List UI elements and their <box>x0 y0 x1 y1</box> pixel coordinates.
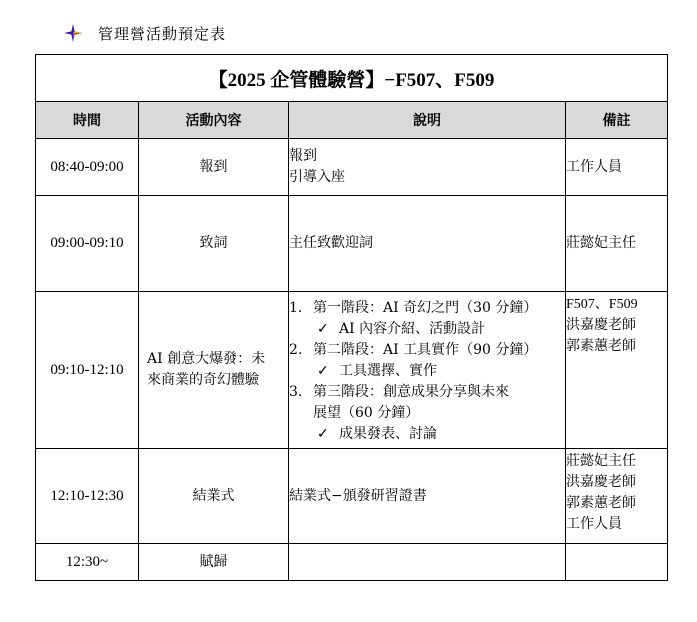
note-line: 洪嘉慶老師 <box>566 474 636 490</box>
stage-check-text: 成果發表、討論 <box>339 426 437 442</box>
note-cell <box>566 139 668 196</box>
note-cell <box>566 544 668 581</box>
stage-text-continued: 展望（60 分鐘） <box>313 405 420 421</box>
description-line: 結業式−頒發研習證書 <box>289 487 427 504</box>
table-row <box>36 449 668 544</box>
description-cell <box>289 196 566 292</box>
checkmark-icon: ✓ <box>317 363 329 379</box>
activity-line: AI 創意大爆發：未 <box>147 351 266 367</box>
description-line: 主任致歡迎詞 <box>289 235 373 251</box>
time-cell: 09:10-12:10 <box>36 292 139 449</box>
column-header-note: 備註 <box>566 102 668 139</box>
four-point-star-icon <box>64 24 82 42</box>
description-cell <box>289 544 566 581</box>
note-cell <box>566 196 668 292</box>
stage-text: 第一階段：AI 奇幻之門（30 分鐘） <box>313 300 538 316</box>
activity-cell <box>139 292 289 449</box>
column-header-description: 說明 <box>289 102 566 139</box>
checkmark-icon: ✓ <box>317 321 329 337</box>
checkmark-icon: ✓ <box>317 426 329 442</box>
schedule-table <box>35 54 668 581</box>
note-line: 洪嘉慶老師 <box>566 317 636 333</box>
activity-line: 來商業的奇幻體驗 <box>147 372 259 388</box>
stage-check-item <box>289 424 565 445</box>
column-header-activity: 活動內容 <box>139 102 289 139</box>
page-heading <box>64 22 226 44</box>
description-line: 報到 <box>289 148 317 164</box>
stage-check-item <box>289 361 565 382</box>
activity-cell: 賦歸 <box>139 544 289 581</box>
note-line: 莊懿妃主任 <box>566 235 636 251</box>
table-title: 【2025 企管體驗營】−F507、F509 <box>36 55 668 102</box>
table-row <box>36 292 668 449</box>
table-title-row <box>36 55 668 102</box>
table-header-row <box>36 102 668 139</box>
stage-text: 第三階段：創意成果分享與未來 <box>313 384 509 400</box>
note-line: F507、F509 <box>566 297 638 312</box>
stage-number: 2. <box>289 342 303 358</box>
table-row <box>36 139 668 196</box>
note-cell <box>566 449 668 544</box>
stage-text: 第二階段：AI 工具實作（90 分鐘） <box>313 342 538 358</box>
description-line: 引導入座 <box>289 169 345 185</box>
heading-text: 管理營活動預定表 <box>98 24 227 43</box>
stage-number: 1. <box>289 300 303 316</box>
stage-item <box>289 340 565 361</box>
activity-cell: 報到 <box>139 139 289 196</box>
note-line: 莊懿妃主任 <box>566 453 636 469</box>
stage-number: 3. <box>289 384 303 400</box>
note-line: 郭素蕙老師 <box>566 495 636 511</box>
description-cell <box>289 139 566 196</box>
time-cell: 12:10-12:30 <box>36 449 139 544</box>
description-cell <box>289 292 566 449</box>
stage-check-text: AI 內容介紹、活動設計 <box>339 321 486 337</box>
note-line: 郭素蕙老師 <box>566 338 636 354</box>
table-row <box>36 196 668 292</box>
activity-cell: 結業式 <box>139 449 289 544</box>
stage-check-item <box>289 319 565 340</box>
stage-check-text: 工具選擇、實作 <box>339 363 437 379</box>
stage-item <box>289 298 565 319</box>
stage-item <box>289 382 565 403</box>
table-row <box>36 544 668 581</box>
time-cell: 08:40-09:00 <box>36 139 139 196</box>
description-cell <box>289 449 566 544</box>
column-header-time: 時間 <box>36 102 139 139</box>
note-cell <box>566 292 668 449</box>
note-line: 工作人員 <box>566 158 622 175</box>
note-line: 工作人員 <box>566 516 622 532</box>
time-cell: 09:00-09:10 <box>36 196 139 292</box>
activity-cell: 致詞 <box>139 196 289 292</box>
time-cell: 12:30~ <box>36 544 139 581</box>
